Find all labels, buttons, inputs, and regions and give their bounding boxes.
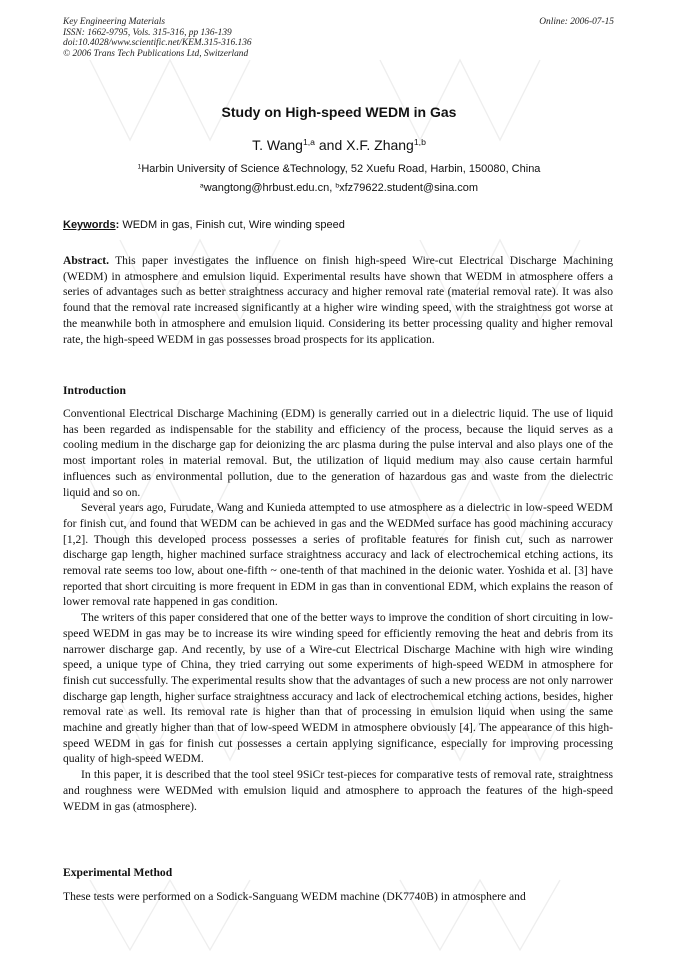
keywords-label: Keywords xyxy=(63,219,116,231)
email-link[interactable]: xfz79622.student@sina.com xyxy=(339,182,479,194)
paragraph: Conventional Electrical Discharge Machining (EDM) is generally carried out in a dielectric liquid. The use of liquid has been regarded as indispensable for the stability and efficiency of the process, because the liquid serves as a cooling medium in the discharge gap for deionizing the arc plasma during the pulse interval and also plays one of the most important roles in material removal. But, the utilization of liquid medium may also cause certain harmful influences such as environmental pollution, due to the generation of hazardous gas and waste from the dielectric liquid and so on. xyxy=(63,407,613,499)
author-emails xyxy=(0,182,678,194)
author-name: X.F. Zhang xyxy=(346,137,414,153)
issn-line: ISSN: 1662-9795, Vols. 315-316, pp 136-139 xyxy=(63,27,232,38)
email-mark: b xyxy=(335,182,340,190)
paragraph: These tests were performed on a Sodick-Sanguang WEDM machine (DK7740B) in atmosphere and xyxy=(63,890,526,903)
introduction-body xyxy=(63,406,613,814)
email-link[interactable]: wangtong@hrbust.edu.cn, xyxy=(203,182,336,194)
keywords-text: WEDM in gas, Finish cut, Wire winding speed xyxy=(122,219,345,231)
keywords-colon: : xyxy=(115,219,123,231)
paragraph: In this paper, it is described that the tool steel 9SiCr test-pieces for comparative tests of removal rate, straightness and roughness were WEDMed with emulsion liquid and atmosphere to approach the features of the high-speed WEDM in gas (atmosphere). xyxy=(63,768,613,813)
author-affiliation-mark: 1,a xyxy=(302,137,315,148)
author-affiliation-mark: 1,b xyxy=(413,137,426,148)
author-conjunction: and xyxy=(315,137,347,153)
affiliation-text: Harbin University of Science &Technology, 52 Xuefu Road, Harbin, 150080, China xyxy=(141,163,541,175)
author-line xyxy=(0,137,678,153)
author-name: T. Wang xyxy=(252,137,303,153)
section-heading-introduction: Introduction xyxy=(63,384,126,397)
abstract-label: Abstract. xyxy=(63,254,110,267)
abstract xyxy=(63,253,613,347)
affiliation xyxy=(0,163,678,175)
keywords xyxy=(63,219,345,231)
paper-title: Study on High-speed WEDM in Gas xyxy=(221,104,457,120)
experimental-body xyxy=(63,889,613,905)
journal-header xyxy=(63,17,252,59)
online-date: Online: 2006-07-15 xyxy=(539,17,614,27)
affiliation-mark: 1 xyxy=(137,163,142,171)
journal-name: Key Engineering Materials xyxy=(63,17,166,27)
copyright-line: © 2006 Trans Tech Publications Ltd, Switzerland xyxy=(63,48,249,59)
abstract-text: This paper investigates the influence on finish high-speed Wire-cut Electrical Discharge Machining (WEDM) in atmosphere and emulsion liquid. Experimental results have shown that WEDM in atmosphere offers a series of advantages such as better straightness accuracy and higher removal rate (material removal rate). It was also found that the removal rate increased significantly at a higher wire winding speed, with the straightness got worse at the meanwhile both in atmosphere and emulsion liquid. Considering its better processing quality and higher removal rate, the high-speed WEDM in gas possesses broad prospects for its application. xyxy=(63,254,613,346)
paragraph: The writers of this paper considered that one of the better ways to improve the condition of short circuiting in low-speed WEDM in gas may be to increase its wire winding speed for efficiently removing the heat and debris from its narrower discharge gap. And recently, by use of a Wire-cut Electrical Discharge Machine with high wire winding speed, a unique type of China, they tried carrying out some experiments of high-speed WEDM in atmosphere for finish cut successfully. The experimental results show that the advantages of such a new process are not only narrower discharge gap length, higher surface straightness accuracy and lack of electrochemical etching actions, besides, higher removal rate as well. Its removal rate is higher than that of processing in emulsion liquid when using the same machine and greatly higher than that of low-speed WEDM in atmosphere obviously [4]. The appearance of this high-speed WEDM in gas for finish cut possesses a certain applying significance, especially for improving processing quality of high-speed WEDM. xyxy=(63,611,613,766)
section-heading-experimental-method: Experimental Method xyxy=(63,866,173,879)
email-mark: a xyxy=(199,182,204,190)
doi-line: doi:10.4028/www.scientific.net/KEM.315-316.136 xyxy=(63,38,252,49)
paragraph: Several years ago, Furudate, Wang and Kunieda attempted to use atmosphere as a dielectric in low-speed WEDM for finish cut, and found that WEDM can be achieved in gas and the WEDMed surface has good machining accuracy [1,2]. Though this developed process possesses a series of profitable features for finish cut, such as narrower discharge gap length, higher machined surface straightness accuracy and lack of electrochemical etching actions, its removal rate seems too low, about one-fifth ~ one-tenth of that machined in the deionic water. Yoshida et al. [3] have reported that short circuiting is more frequent in EDM in gas than in conventional EDM, which explains the reason of lower removal rate happened in gas condition. xyxy=(63,501,613,609)
